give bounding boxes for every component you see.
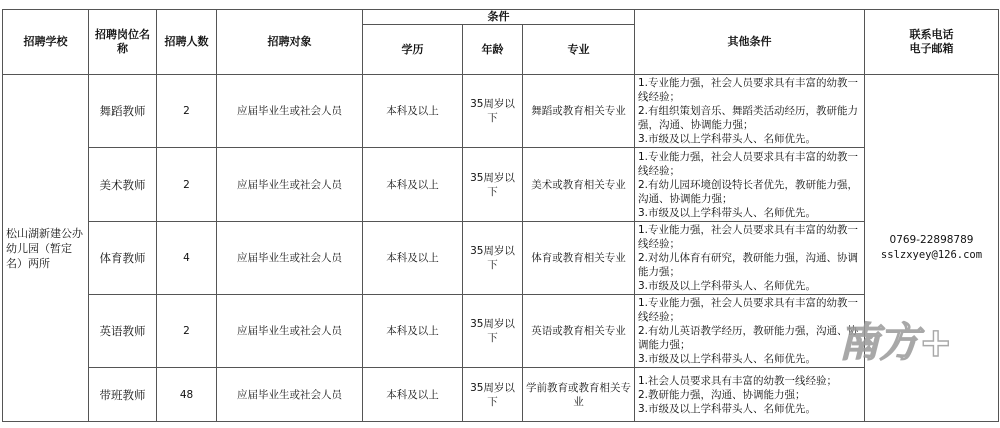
- education-cell: 本科及以上: [363, 222, 463, 295]
- age-cell: 35周岁以下: [463, 75, 523, 148]
- education-cell: 本科及以上: [363, 75, 463, 148]
- major-cell: 美术或教育相关专业: [523, 148, 635, 222]
- position-cell: 美术教师: [89, 148, 157, 222]
- header-education: 学历: [363, 25, 463, 75]
- target-cell: 应届毕业生或社会人员: [217, 148, 363, 222]
- target-cell: 应届毕业生或社会人员: [217, 368, 363, 422]
- header-contact-phone: 联系电话: [909, 28, 954, 41]
- contact-cell: [865, 75, 999, 422]
- conditions-cell: [635, 368, 865, 422]
- major-cell: 舞蹈或教育相关专业: [523, 75, 635, 148]
- contact-email: sslzxyey@126.com: [880, 249, 983, 261]
- age-cell: 35周岁以下: [463, 368, 523, 422]
- header-target: 招聘对象: [217, 10, 363, 75]
- condition-line: 1.专业能力强，社会人员要求具有丰富的幼教一线经验；: [638, 224, 859, 250]
- recruitment-table: [2, 9, 999, 422]
- target-cell: 应届毕业生或社会人员: [217, 295, 363, 368]
- age-cell: 35周岁以下: [463, 295, 523, 368]
- school-name: 松山湖新建公办幼儿园（暂定名）两所: [3, 75, 89, 422]
- education-cell: 本科及以上: [363, 148, 463, 222]
- count-cell: 2: [157, 148, 217, 222]
- education-cell: 本科及以上: [363, 295, 463, 368]
- table-row: [3, 75, 999, 148]
- condition-line: 1.专业能力强，社会人员要求具有丰富的幼教一线经验；: [638, 297, 859, 323]
- header-contact: [865, 10, 999, 75]
- condition-line: 1.社会人员要求具有丰富的幼教一线经验；: [638, 374, 838, 387]
- condition-line: 1.专业能力强，社会人员要求具有丰富的幼教一线经验；: [638, 150, 859, 177]
- count-cell: 48: [157, 368, 217, 422]
- major-cell: 体育或教育相关专业: [523, 222, 635, 295]
- contact-phone: 0769-22898789: [889, 234, 974, 246]
- age-cell: 35周岁以下: [463, 148, 523, 222]
- condition-line: 2.有幼儿英语教学经历，教研能力强，沟通、协调能力强；: [638, 325, 859, 351]
- education-cell: 本科及以上: [363, 368, 463, 422]
- position-cell: 带班教师: [89, 368, 157, 422]
- condition-line: 3.市级及以上学科带头人、名师优先。: [638, 402, 817, 415]
- count-cell: 2: [157, 75, 217, 148]
- header-age: 年龄: [463, 25, 523, 75]
- major-cell: 英语或教育相关专业: [523, 295, 635, 368]
- header-contact-email: 电子邮箱: [909, 42, 954, 55]
- header-other: 其他条件: [635, 10, 865, 75]
- header-conditions: 条件: [363, 10, 635, 25]
- count-cell: 4: [157, 222, 217, 295]
- condition-line: 3.市级及以上学科带头人、名师优先。: [638, 133, 817, 145]
- watermark-text: 南方+: [839, 320, 953, 366]
- count-cell: 2: [157, 295, 217, 368]
- condition-line: 2.教研能力强，沟通、协调能力强；: [638, 388, 806, 401]
- table-row: [3, 148, 999, 222]
- position-cell: 体育教师: [89, 222, 157, 295]
- condition-line: 3.市级及以上学科带头人、名师优先。: [638, 206, 817, 219]
- condition-line: 2.有幼儿园环境创设特长者优先，教研能力强，沟通、协调能力强；: [638, 178, 859, 205]
- header-position: 招聘岗位名称: [89, 10, 157, 75]
- condition-line: 3.市级及以上学科带头人、名师优先。: [638, 280, 817, 292]
- target-cell: 应届毕业生或社会人员: [217, 222, 363, 295]
- condition-line: 1.专业能力强，社会人员要求具有丰富的幼教一线经验；: [638, 77, 859, 103]
- position-cell: 英语教师: [89, 295, 157, 368]
- header-school: 招聘学校: [3, 10, 89, 75]
- conditions-cell: [635, 295, 865, 368]
- conditions-cell: [635, 75, 865, 148]
- conditions-cell: [635, 222, 865, 295]
- position-cell: 舞蹈教师: [89, 75, 157, 148]
- table-row: [3, 368, 999, 422]
- condition-line: 2.对幼儿体育有研究，教研能力强，沟通、协调能力强；: [638, 252, 859, 278]
- table-row: [3, 295, 999, 368]
- age-cell: 35周岁以下: [463, 222, 523, 295]
- table-row: [3, 222, 999, 295]
- major-cell: 学前教育或教育相关专业: [523, 368, 635, 422]
- conditions-cell: [635, 148, 865, 222]
- header-count: 招聘人数: [157, 10, 217, 75]
- condition-line: 3.市级及以上学科带头人、名师优先。: [638, 353, 817, 365]
- condition-line: 2.有组织策划音乐、舞蹈类活动经历，教研能力强，沟通、协调能力强；: [638, 105, 859, 131]
- target-cell: 应届毕业生或社会人员: [217, 75, 363, 148]
- header-major: 专业: [523, 25, 635, 75]
